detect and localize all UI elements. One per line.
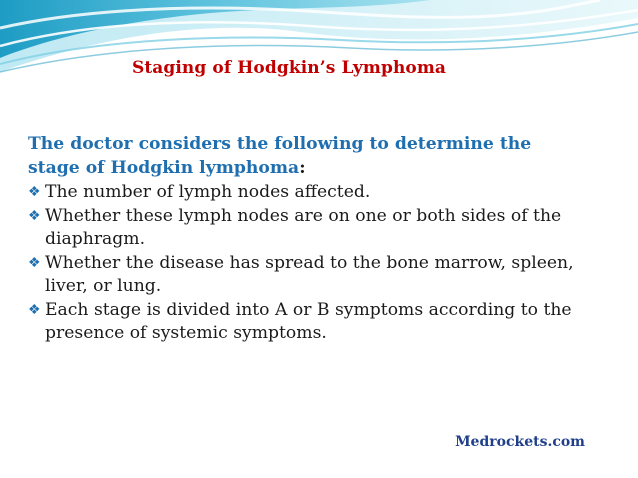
list-item-text: Each stage is divided into A or B symptoms according to the presence of systemic symptoms.	[45, 299, 572, 343]
list-item	[28, 205, 588, 252]
wave-header-decoration	[0, 0, 638, 100]
list-item	[28, 299, 588, 346]
list-item	[28, 252, 588, 299]
list-item-text: The number of lymph nodes affected.	[45, 182, 371, 202]
footer-source-label: Medrockets.com	[455, 434, 585, 450]
slide-body	[28, 133, 588, 346]
list-item-text: Whether these lymph nodes are on one or both sides of the diaphragm.	[45, 205, 562, 249]
bullet-list	[28, 181, 588, 346]
intro-colon: :	[299, 157, 306, 178]
slide-title: Staging of Hodgkin’s Lymphoma	[131, 58, 447, 78]
diamond-bullet-icon: ❖	[28, 301, 41, 318]
diamond-bullet-icon: ❖	[28, 184, 41, 200]
diamond-bullet-icon: ❖	[28, 207, 41, 224]
list-item	[28, 181, 588, 205]
intro-paragraph	[28, 133, 588, 180]
diamond-bullet-icon: ❖	[28, 254, 41, 271]
list-item-text: Whether the disease has spread to the bone marrow, spleen, liver, or lung.	[45, 252, 574, 296]
intro-text: The doctor considers the following to determine the stage of Hodgkin lymphoma	[28, 134, 532, 178]
